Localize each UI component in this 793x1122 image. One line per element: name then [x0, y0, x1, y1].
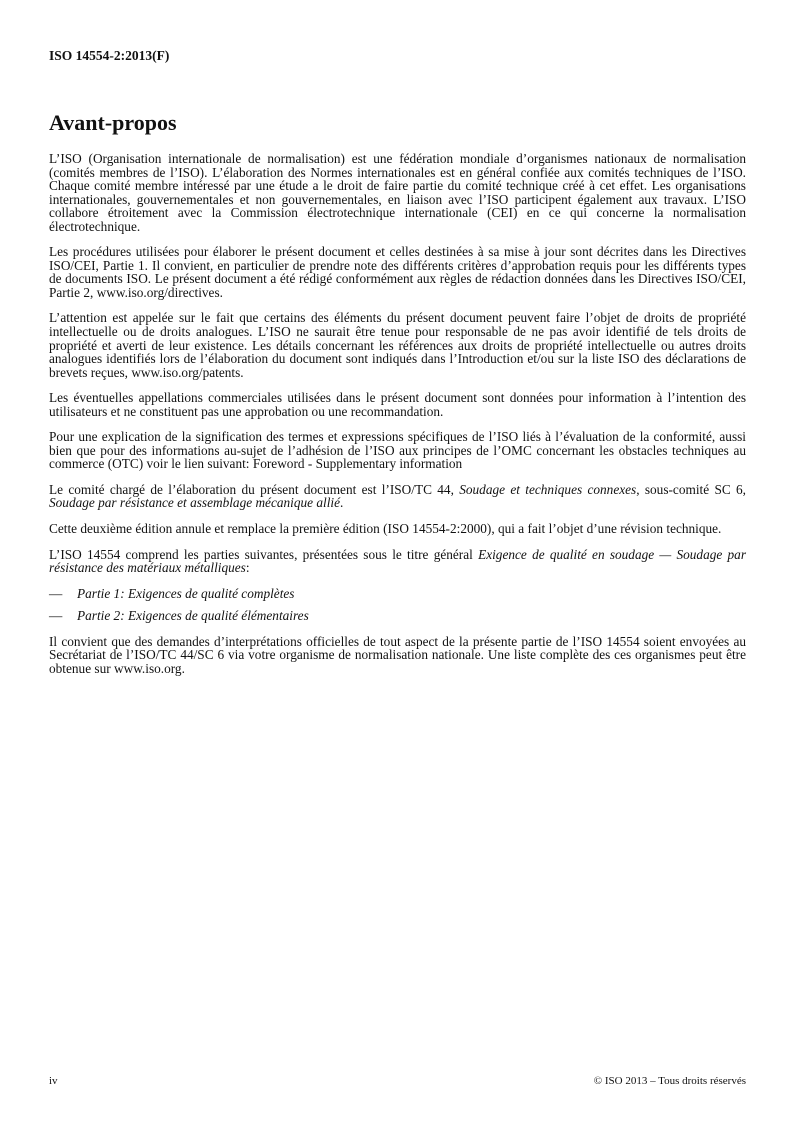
text: Le comité chargé de l’élaboration du présent document est l’ISO/TC 44, — [49, 481, 460, 497]
text: , sous-comité SC 6, — [636, 481, 747, 497]
copyright: © ISO 2013 – Tous droits réservés — [593, 1075, 746, 1087]
general-title: Exigence de qualité en soudage — Soudage par résistance des matériaux métalliques — [49, 546, 746, 576]
page-number: iv — [49, 1075, 58, 1087]
list-item-text: Partie 2: Exigences de qualité élémentaires — [77, 608, 309, 624]
paragraph-patents: L’attention est appelée sur le fait que certains des éléments du présent document peuvent faire l’objet de droits de propriété intellectuelle ou de droits analogues. L’ISO ne saurait être tenue pour responsable de ne pas avoir identifié de tels droits de propriété et averti de leur existence. Les détails concernant les références aux droits de propriété intellectuelle ou autres droits analogues identifiés lors de l’élaboration du document sont indiqués dans l’Introduction et/ou sur la liste ISO des déclarations de brevets reçues, www.iso.org/patents. — [49, 310, 746, 380]
paragraph-trade-names: Les éventuelles appellations commerciales utilisées dans le présent document sont données pour information à l’intention des utilisateurs et ne constituent pas une approbation ou une recommandation. — [49, 390, 746, 419]
paragraph-edition: Cette deuxième édition annule et remplace la première édition (ISO 14554-2:2000), qui a fait l’objet d’une révision technique. — [49, 521, 722, 537]
paragraph-procedures: Les procédures utilisées pour élaborer le présent document et celles destinées à sa mise à jour sont décrites dans les Directives ISO/CEI, Partie 1. Il convient, en particulier de prendre note des différents critères d’approbation requis pour les différents types de documents ISO. Le présent document a été rédigé conformément aux règles de rédaction données dans les Directives ISO/CEI, Partie 2, www.iso.org/directives. — [49, 244, 746, 300]
text: : — [245, 560, 250, 576]
list-item — [49, 609, 746, 623]
foreword-body — [49, 152, 746, 687]
document-id: ISO 14554-2:2013(F) — [49, 48, 170, 63]
list-item-text: Partie 1: Exigences de qualité complètes — [77, 585, 295, 601]
paragraph-committee — [49, 483, 746, 510]
paragraph-parts — [49, 548, 746, 575]
paragraph-interpretations: Il convient que des demandes d’interprétations officielles de tout aspect de la présente partie de l’ISO 14554 soient envoyées au Secrétariat de l’ISO/TC 44/SC 6 via votre organisme de normalisation nationale. Une liste complète des ces organismes peut être obtenue sur www.iso.org. — [49, 633, 746, 676]
list-item — [49, 587, 746, 601]
page-footer — [49, 1075, 746, 1087]
paragraph-conformity: Pour une explication de la signification des termes et expressions spécifiques de l’ISO liés à l’évaluation de la conformité, aussi bien que pour des informations au-sujet de l’adhésion de l’ISO aux principes de l’OMC concernant les obstacles techniques au commerce (OTC) voir le lien suivant: Foreword - Supplementary information — [49, 429, 746, 472]
dash: — — [49, 608, 63, 624]
subcommittee-title: Soudage par résistance et assemblage mécanique allié — [49, 495, 340, 511]
dash: — — [49, 585, 63, 601]
text: . — [340, 495, 344, 511]
committee-title: Soudage et techniques connexes — [459, 481, 637, 497]
page-title: Avant-propos — [49, 110, 177, 135]
text: L’ISO 14554 comprend les parties suivantes, présentées sous le titre général — [49, 546, 479, 562]
paragraph-iso-intro: L’ISO (Organisation internationale de normalisation) est une fédération mondiale d’organismes nationaux de normalisation (comités membres de l’ISO). L’élaboration des Normes internationales est en général confiée aux comités techniques de l’ISO. Chaque comité membre intéressé par une étude a le droit de faire partie du comité technique créé à cet effet. Les organisations internationales, gouvernementales et non gouvernementales, en liaison avec l’ISO participent également aux travaux. L’ISO collabore étroitement avec la Commission électrotechnique internationale (CEI) en ce qui concerne la normalisation électrotechnique. — [49, 151, 746, 234]
